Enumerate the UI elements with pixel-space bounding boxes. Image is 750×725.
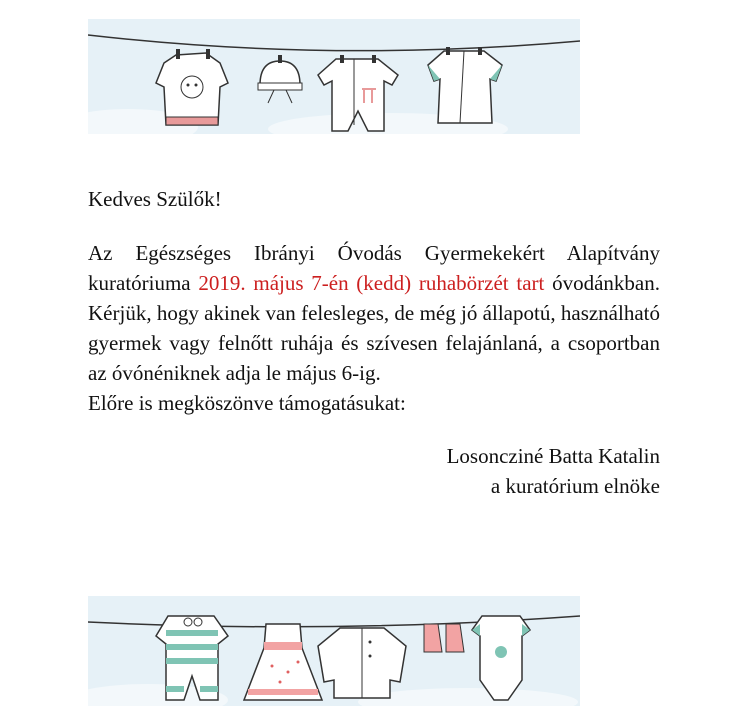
signature-name: Losoncziné Batta Katalin [446, 444, 660, 468]
thanks-line: Előre is megköszönve támogatásukat: [88, 391, 406, 415]
signature-block [88, 441, 660, 501]
bottom-clothesline-banner [88, 596, 580, 706]
top-clothesline-banner [88, 19, 580, 134]
jacket-icon [318, 628, 406, 698]
pink-dress-icon [244, 624, 322, 700]
bear-sweater-icon [156, 49, 228, 125]
signature-title: a kuratórium elnöke [490, 474, 660, 498]
greeting: Kedves Szülők! [88, 187, 222, 211]
letter-body [88, 238, 660, 388]
dress-icon [428, 47, 502, 123]
body-text-intro: Az Egészséges Ibrányi Óvodás Gyermekekért Alapítvány kuratóriuma [88, 241, 660, 295]
event-date-highlight: 2019. május 7-én (kedd) ruhabörzét tart [198, 271, 545, 295]
body-text-rest: óvodánkban. Kérjük, hogy akinek van felesleges, de még jó állapotú, használható gyermek vagy felnőtt ruhája és szívesen felajánlaná, a csoportban az óvónéniknek adja le május 6-ig. [88, 271, 660, 385]
bodysuit-icon [472, 616, 530, 700]
baby-hat-icon [258, 55, 302, 103]
baby-shoes-icon [424, 624, 464, 652]
letter [88, 184, 660, 501]
